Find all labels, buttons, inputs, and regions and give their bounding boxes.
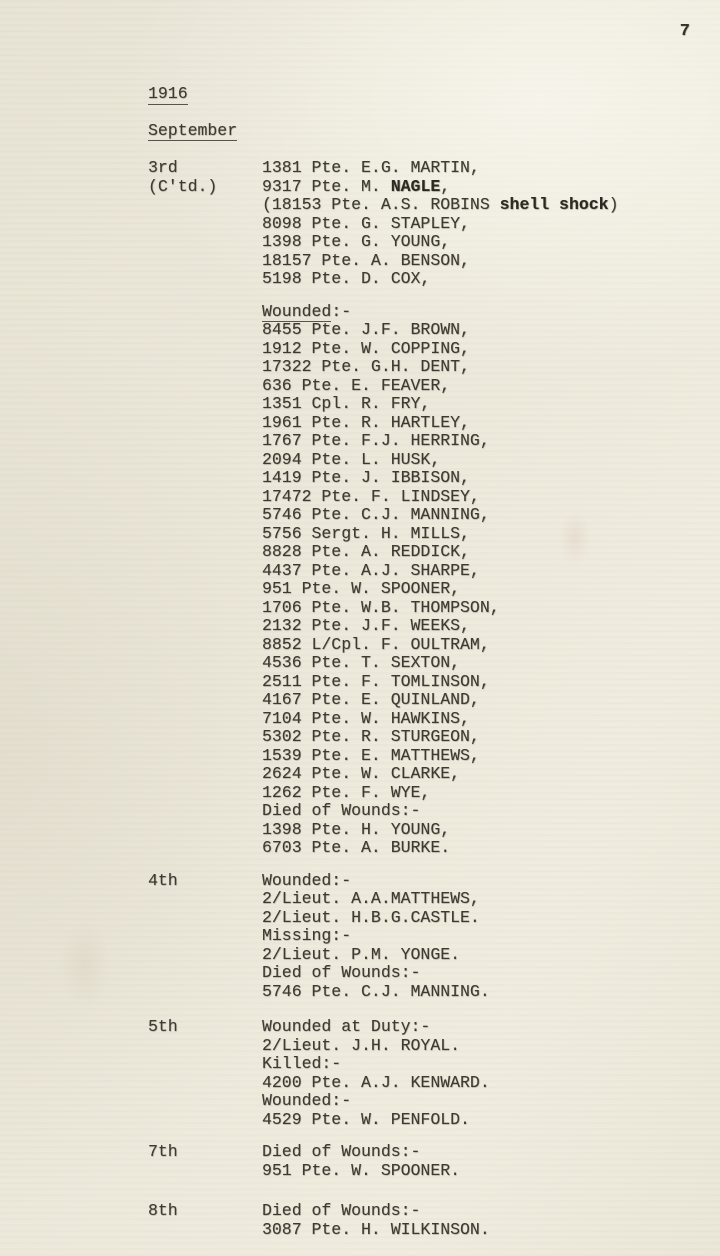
- month-heading: [148, 122, 688, 141]
- entry-line: 2132 Pte. J.F. WEEKS,: [262, 616, 470, 635]
- day-label-column: [148, 159, 262, 858]
- entry-line: 1351 Cpl. R. FRY,: [262, 394, 431, 413]
- entry-line: 7104 Pte. W. HAWKINS,: [262, 708, 470, 728]
- entry-line: 636 Pte. E. FEAVER,: [262, 375, 451, 395]
- year-heading-text: 1916: [148, 84, 188, 103]
- casualty-sections: [148, 159, 688, 1239]
- entries-column: [262, 1202, 688, 1239]
- entry-line: 8828 Pte. A. REDDICK,: [262, 542, 470, 561]
- entry-line: 2624 Pte. W. CLARKE,: [262, 764, 461, 783]
- day-label: 8th: [148, 1201, 178, 1220]
- entry-line: 5746 Pte. C.J. MANNING,: [262, 505, 490, 524]
- entry-line: 2/Lieut. J.H. ROYAL.: [262, 1035, 461, 1055]
- entry-line: 3087 Pte. H. WILKINSON.: [262, 1219, 490, 1239]
- entry-line: 4437 Pte. A.J. SHARPE,: [262, 560, 480, 580]
- entry-line: 4200 Pte. A.J. KENWARD.: [262, 1072, 490, 1092]
- entry-line: 1398 Pte. H. YOUNG,: [262, 819, 451, 839]
- entry-line: 1381 Pte. E.G. MARTIN,: [262, 158, 480, 177]
- entry-line: Wounded:-: [262, 1091, 352, 1110]
- overstruck-text: NAGLE: [390, 176, 441, 196]
- entry-line: 5198 Pte. D. COX,: [262, 269, 431, 288]
- entry-line: 1961 Pte. R. HARTLEY,: [262, 412, 470, 432]
- entry-line: 1767 Pte. F.J. HERRING,: [262, 431, 490, 450]
- entry-line: 17472 Pte. F. LINDSEY,: [262, 486, 480, 506]
- entry-line: 8852 L/Cpl. F. OULTRAM,: [262, 634, 490, 654]
- day-label-column: [148, 1143, 262, 1180]
- entry-block: [262, 159, 688, 289]
- entry-line: Died of Wounds:-: [262, 801, 421, 820]
- entry-line: 1539 Pte. E. MATTHEWS,: [262, 745, 480, 765]
- day-section-8th: [148, 1202, 688, 1239]
- day-section-7th: [148, 1143, 688, 1180]
- scan-smudge: [60, 920, 110, 1010]
- day-label-column: [148, 1018, 262, 1129]
- entry-line: Missing:-: [262, 926, 352, 945]
- entry-block: [262, 872, 688, 1002]
- casualty-category-header: Wounded:-: [262, 301, 352, 321]
- day-label: 7th: [148, 1142, 178, 1161]
- page-number: 7: [679, 22, 690, 41]
- year-heading: [148, 85, 688, 104]
- entry-block: [262, 1143, 688, 1180]
- entry-line: 2/Lieut. P.M. YONGE.: [262, 944, 461, 964]
- entry-line: 9317 Pte. M. NAGLE,: [262, 176, 451, 196]
- day-label: 5th: [148, 1017, 178, 1036]
- entries-column: [262, 159, 688, 858]
- entry-line: 2/Lieut. A.A.MATTHEWS,: [262, 889, 480, 908]
- entry-line: 4167 Pte. E. QUINLAND,: [262, 690, 480, 709]
- entry-line: Killed:-: [262, 1054, 342, 1073]
- entry-line: 8098 Pte. G. STAPLEY,: [262, 213, 470, 233]
- entry-line: 18157 Pte. A. BENSON,: [262, 250, 470, 270]
- month-heading-text: September: [148, 120, 238, 140]
- entry-line: 1262 Pte. F. WYE,: [262, 782, 431, 802]
- entry-line: Wounded:-: [262, 870, 352, 890]
- entry-block: [262, 1018, 688, 1129]
- entry-line: 1398 Pte. G. YOUNG,: [262, 232, 451, 251]
- entry-line: Died of Wounds:-: [262, 963, 421, 982]
- day-section-3rd: [148, 159, 688, 858]
- entry-line: 6703 Pte. A. BURKE.: [262, 838, 451, 857]
- entry-block: [262, 1202, 688, 1239]
- entry-line: 1706 Pte. W.B. THOMPSON,: [262, 597, 500, 617]
- entry-line: 2094 Pte. L. HUSK,: [262, 449, 441, 469]
- entry-line: 5302 Pte. R. STURGEON,: [262, 727, 480, 746]
- entry-line: 8455 Pte. J.F. BROWN,: [262, 320, 470, 339]
- entry-line: 5746 Pte. C.J. MANNING.: [262, 981, 490, 1001]
- day-label-column: [148, 1202, 262, 1239]
- entry-line: 951 Pte. W. SPOONER.: [262, 1160, 461, 1180]
- day-note: (C'td.): [148, 176, 218, 196]
- entry-line: Died of Wounds:-: [262, 1142, 421, 1161]
- entry-line: Died of Wounds:-: [262, 1201, 421, 1220]
- day-section-4th: [148, 872, 688, 1002]
- entries-column: [262, 1018, 688, 1129]
- entries-column: [262, 1143, 688, 1180]
- casualty-category-header-text: Wounded: [262, 301, 332, 321]
- entries-column: [262, 872, 688, 1002]
- entry-line: 4536 Pte. T. SEXTON,: [262, 653, 461, 672]
- entry-line: Wounded at Duty:-: [262, 1017, 431, 1036]
- entry-line: 2/Lieut. H.B.G.CASTLE.: [262, 907, 480, 927]
- entry-block: [262, 303, 688, 858]
- day-label: 4th: [148, 870, 178, 890]
- entry-line: 2511 Pte. F. TOMLINSON,: [262, 671, 490, 691]
- overstruck-text: shell shock: [499, 195, 609, 214]
- day-label-column: [148, 872, 262, 1002]
- entry-line: (18153 Pte. A.S. ROBINS shell shock): [262, 195, 619, 214]
- day-label: 3rd: [148, 158, 178, 177]
- entry-line: 951 Pte. W. SPOONER,: [262, 579, 461, 598]
- entry-line: 1912 Pte. W. COPPING,: [262, 338, 470, 358]
- entry-line: 5756 Sergt. H. MILLS,: [262, 523, 470, 543]
- entry-line: 1419 Pte. J. IBBISON,: [262, 468, 470, 487]
- day-section-5th: [148, 1018, 688, 1129]
- page-body: [148, 85, 688, 1239]
- entry-line: 4529 Pte. W. PENFOLD.: [262, 1109, 470, 1129]
- entry-line: 17322 Pte. G.H. DENT,: [262, 357, 470, 376]
